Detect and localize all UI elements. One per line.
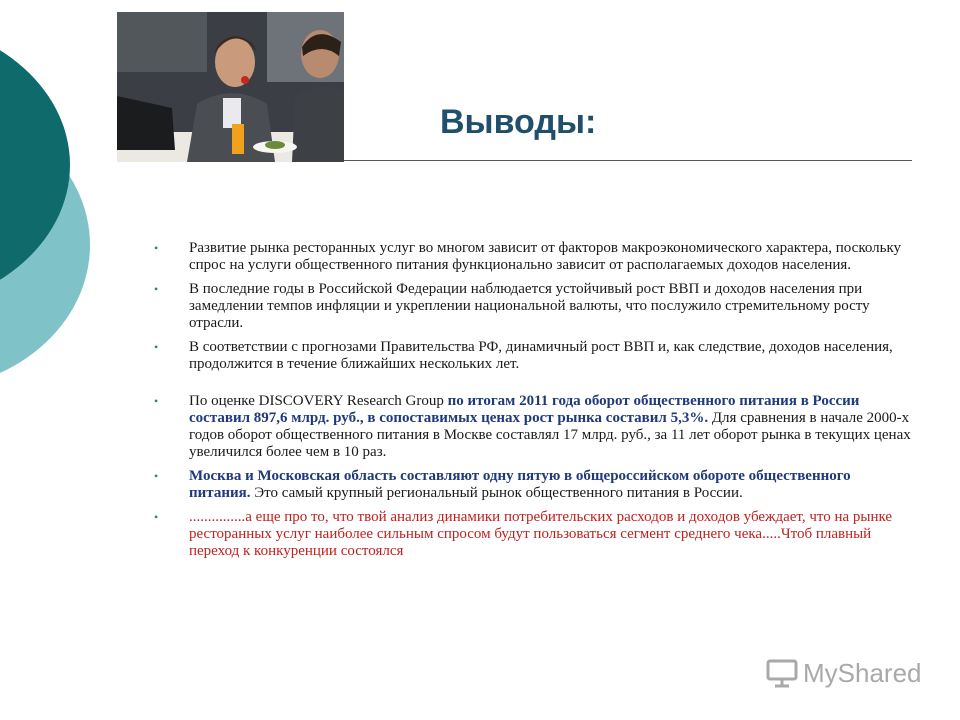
list-item: [152, 509, 912, 560]
myshared-watermark[interactable]: [766, 656, 922, 690]
list-item: [152, 339, 912, 373]
bullet-text-post: Это самый крупный региональный рынок общественного питания в России.: [250, 485, 743, 501]
list-item: [152, 281, 912, 332]
conclusions-list: [152, 240, 912, 567]
bullet-text-pre: По оценке DISCOVERY Research Group: [189, 393, 448, 409]
bullet-text: В последние годы в Российской Федерации наблюдается устойчивый рост ВВП и доходов населения при замедлении темпов инфляции и укреплении национальной валюты, что послужило стремительному росту отрасли.: [189, 281, 870, 331]
bullet-icon: •: [154, 282, 159, 296]
bullet-text-highlight: Москва и Московская область составляют одну пятую в общероссийском обороте общественного питания.: [189, 468, 851, 501]
bullet-text-post: Для сравнения в начале 2000-х годов оборот общественного питания в Москве составлял 17 млрд. руб., за 11 лет оборот рынка в текущих ценах увеличился более чем в 10 раз.: [189, 410, 911, 460]
bullet-text-highlight: по итогам 2011 года оборот общественного питания в России составил 897,6 млрд. руб., в сопоставимых ценах рост рынка составил 5,3%.: [189, 393, 860, 426]
list-item: [152, 468, 912, 502]
slide-title: Выводы:: [440, 103, 597, 141]
list-item: [152, 240, 912, 274]
bullet-icon: •: [154, 394, 159, 408]
decor-circle-teal: [0, 20, 70, 310]
title-divider: [344, 160, 912, 161]
bullet-icon: •: [154, 469, 159, 483]
presentation-board-icon: [766, 658, 798, 688]
bullet-icon: •: [154, 340, 159, 354]
bullet-icon: •: [154, 510, 159, 524]
watermark-brand: MyShared: [803, 657, 922, 688]
bullet-text: В соответствии с прогнозами Правительства РФ, динамичный рост ВВП и, как следствие, доходов населения, продолжится в течение ближайших нескольких лет.: [189, 339, 893, 372]
business-lunch-photo: [117, 12, 344, 162]
bullet-text-note: ...............а еще про то, что твой анализ динамики потребительских расходов и доходов убеждает, что на рынке ресторанных услуг наиболее сильным спросом будут пользоваться сегмент среднего чека.....Чтоб плавный переход к конкуренции состоялся: [189, 509, 893, 559]
bullet-text: Развитие рынка ресторанных услуг во многом зависит от факторов макроэкономического характера, поскольку спрос на услуги общественного питания функционально зависит от располагаемых доходов населения.: [189, 240, 902, 273]
bullet-icon: •: [154, 241, 159, 255]
list-item: [152, 393, 912, 461]
